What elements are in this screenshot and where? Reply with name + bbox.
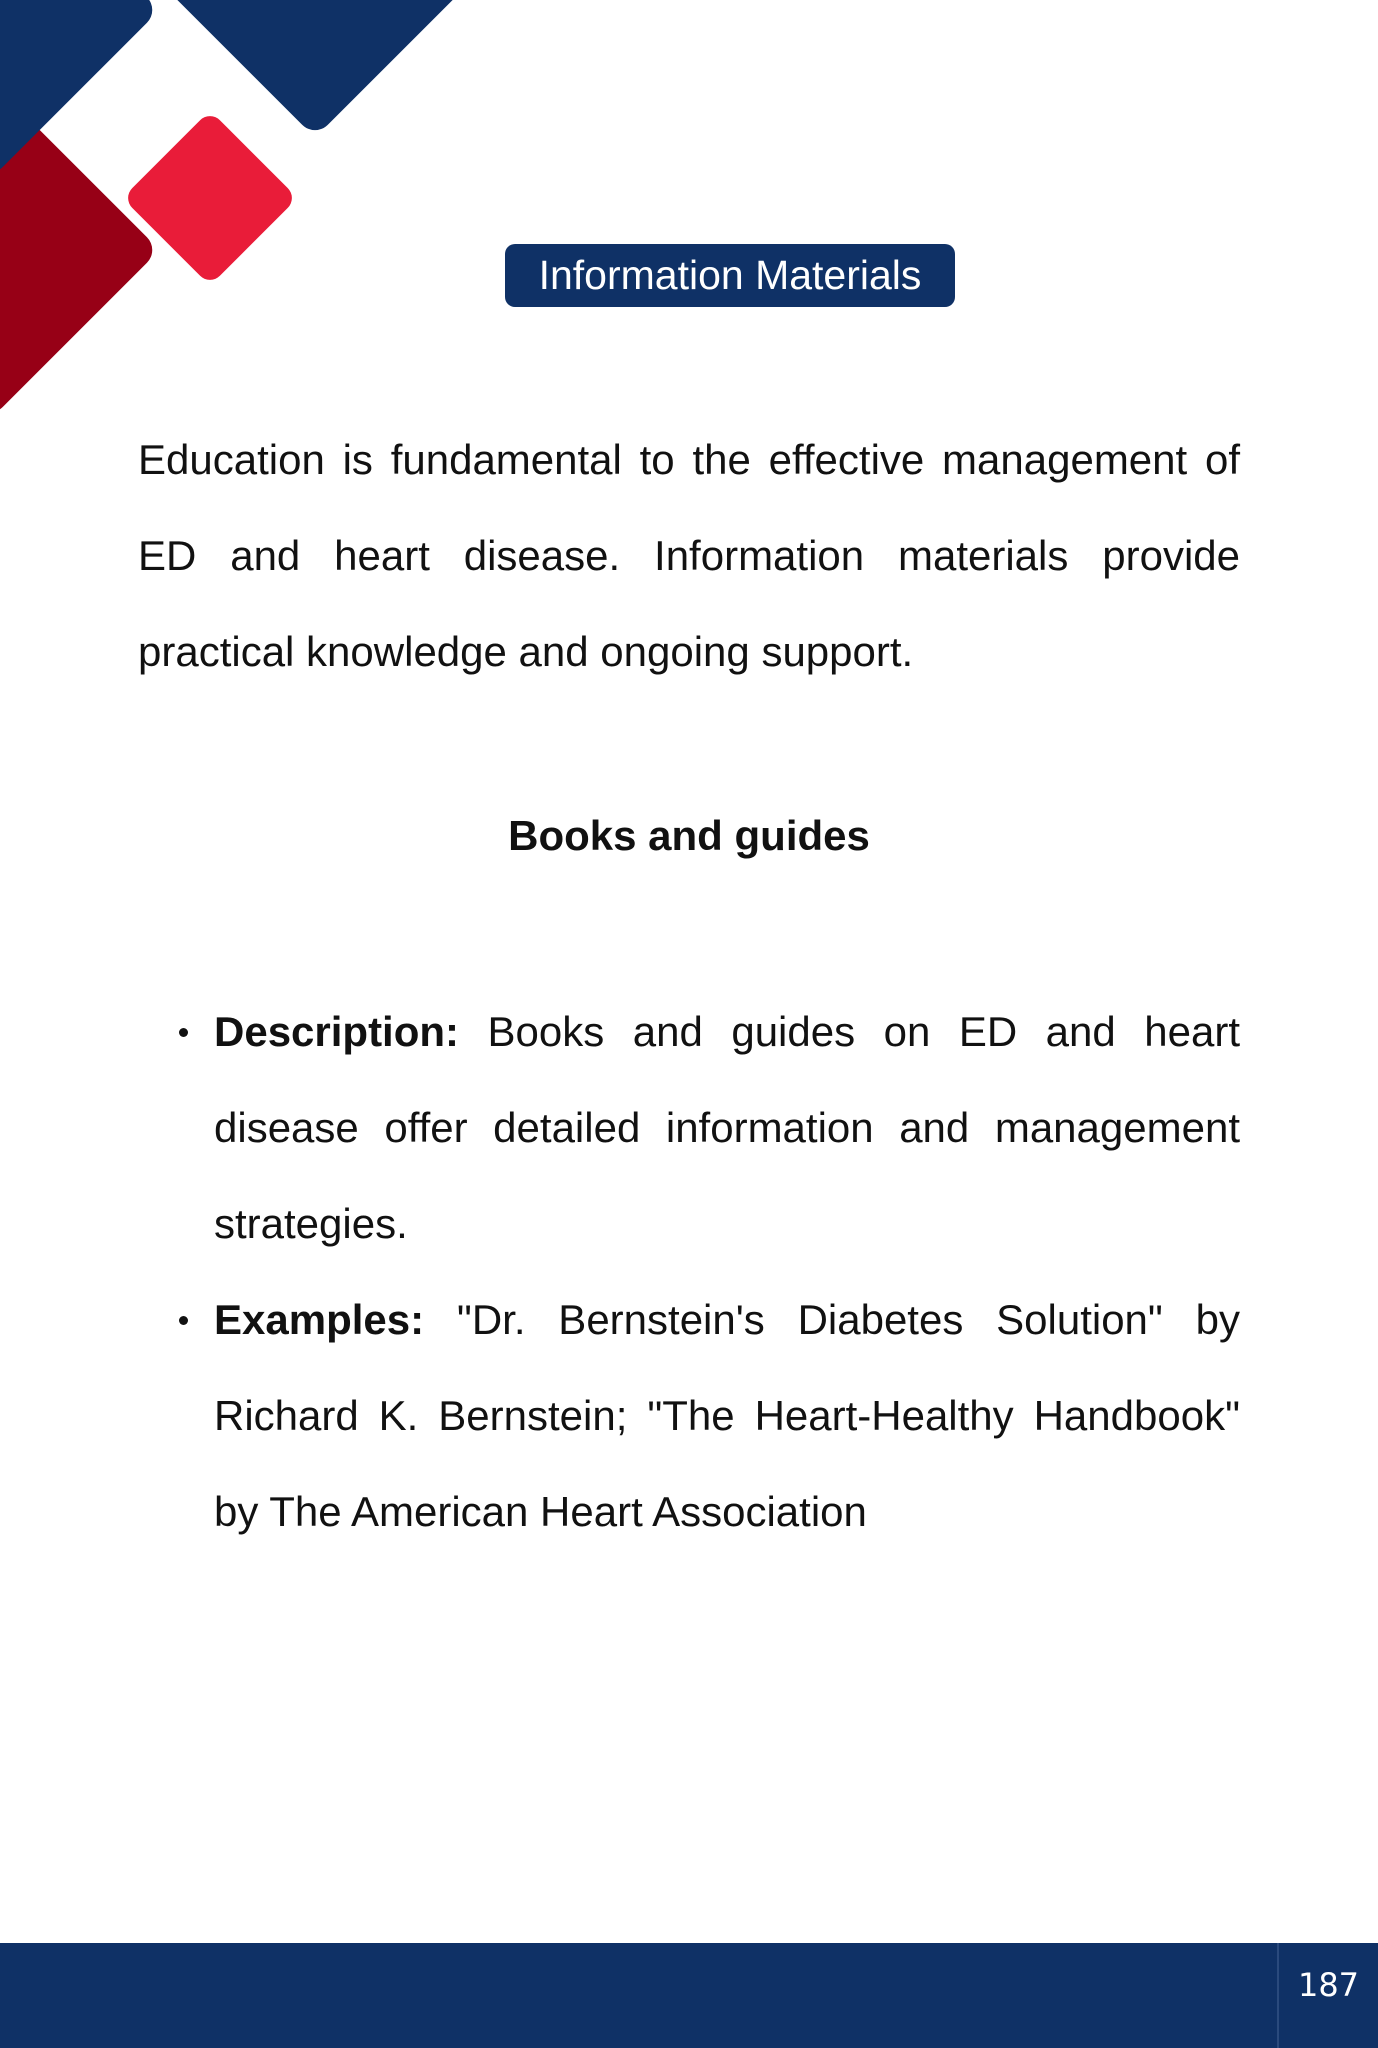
section-title-badge: Information Materials bbox=[505, 244, 955, 307]
page-footer bbox=[0, 1943, 1378, 2048]
list-item-examples bbox=[214, 1272, 1240, 1560]
subsection-heading: Books and guides bbox=[508, 812, 870, 859]
bullet-text: "Dr. Bernstein's Diabetes Solution" by Richard K. Bernstein; "The Heart-Healthy Handbook" by The American Heart Association bbox=[214, 1296, 1240, 1535]
bullet-dot bbox=[179, 1028, 188, 1037]
page-number: 187 bbox=[1297, 1966, 1360, 2004]
bullet-label: Examples: bbox=[214, 1296, 457, 1343]
bullet-text: Books and guides on ED and heart disease offer detailed information and management strategies. bbox=[214, 1008, 1240, 1247]
bullet-list bbox=[214, 984, 1240, 1560]
bullet-dot bbox=[179, 1316, 188, 1325]
intro-paragraph: Education is fundamental to the effective management of ED and heart disease. Information materials provide practical knowledge and ongoing support. bbox=[138, 436, 1240, 675]
navy-diamond-top bbox=[152, 0, 460, 138]
list-item-description bbox=[214, 984, 1240, 1272]
bullet-label: Description: bbox=[214, 1008, 488, 1055]
corner-decoration bbox=[0, 0, 460, 420]
